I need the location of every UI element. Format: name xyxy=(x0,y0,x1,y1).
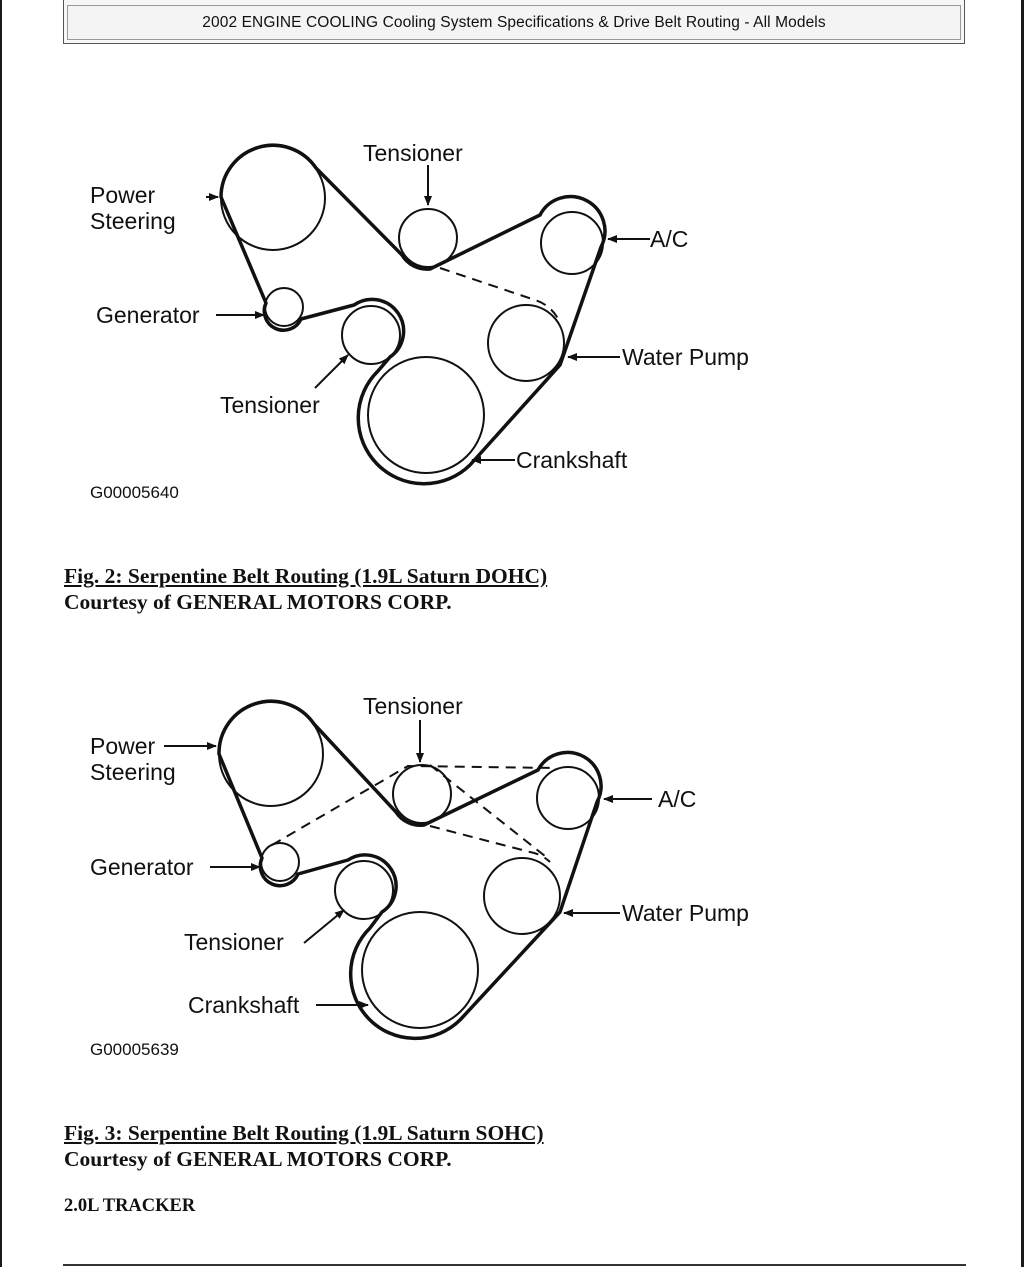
footer-rule xyxy=(63,1264,966,1266)
page-edge-left xyxy=(0,0,2,1267)
belt-diagram-sohc xyxy=(60,680,820,1070)
page-header-inner xyxy=(67,5,961,40)
alternate-belt-route-a xyxy=(272,766,555,845)
figure-caption: Fig. 2: Serpentine Belt Routing (1.9L Saturn DOHC) xyxy=(64,564,548,588)
belt-diagram-dohc-svg xyxy=(60,125,820,515)
label-ac: A/C xyxy=(650,226,689,252)
label-water-pump: Water Pump xyxy=(622,900,749,926)
page-header xyxy=(63,0,965,44)
figure-courtesy: Courtesy of GENERAL MOTORS CORP. xyxy=(64,1147,452,1171)
belt-diagram-sohc-svg xyxy=(60,680,820,1070)
generator-pulley xyxy=(265,288,303,326)
serpentine-belt xyxy=(221,145,605,484)
label-tensioner-top: Tensioner xyxy=(363,693,463,719)
alternate-belt-route-b xyxy=(430,826,550,862)
figure-courtesy: Courtesy of GENERAL MOTORS CORP. xyxy=(64,590,452,614)
serpentine-belt xyxy=(219,701,601,1038)
label-tensioner-lower: Tensioner xyxy=(184,929,284,955)
label-power: Power xyxy=(90,733,156,759)
figure-code: G00005640 xyxy=(90,483,179,502)
figure-code: G00005639 xyxy=(90,1040,179,1059)
label-tensioner-top: Tensioner xyxy=(363,140,463,166)
label-ac: A/C xyxy=(658,786,697,812)
label-steering: Steering xyxy=(90,208,176,234)
page-title: 2002 ENGINE COOLING Cooling System Specifications & Drive Belt Routing - All Models xyxy=(202,13,826,31)
label-tensioner-lower: Tensioner xyxy=(220,392,320,418)
label-power: Power xyxy=(90,182,156,208)
section-heading: 2.0L TRACKER xyxy=(64,1196,196,1216)
figure-caption: Fig. 3: Serpentine Belt Routing (1.9L Saturn SOHC) xyxy=(64,1121,544,1145)
label-generator: Generator xyxy=(96,302,200,328)
label-crankshaft: Crankshaft xyxy=(516,447,628,473)
label-steering: Steering xyxy=(90,759,176,785)
figure-caption-block xyxy=(64,1120,544,1172)
label-water-pump: Water Pump xyxy=(622,344,749,370)
crankshaft-pulley xyxy=(368,357,484,473)
crankshaft-pulley xyxy=(362,912,478,1028)
figure-caption-block xyxy=(64,563,547,615)
water-pump-pulley xyxy=(488,305,564,381)
generator-pulley xyxy=(261,843,299,881)
label-generator: Generator xyxy=(90,854,194,880)
belt-diagram-dohc xyxy=(60,125,820,515)
label-crankshaft: Crankshaft xyxy=(188,992,300,1018)
